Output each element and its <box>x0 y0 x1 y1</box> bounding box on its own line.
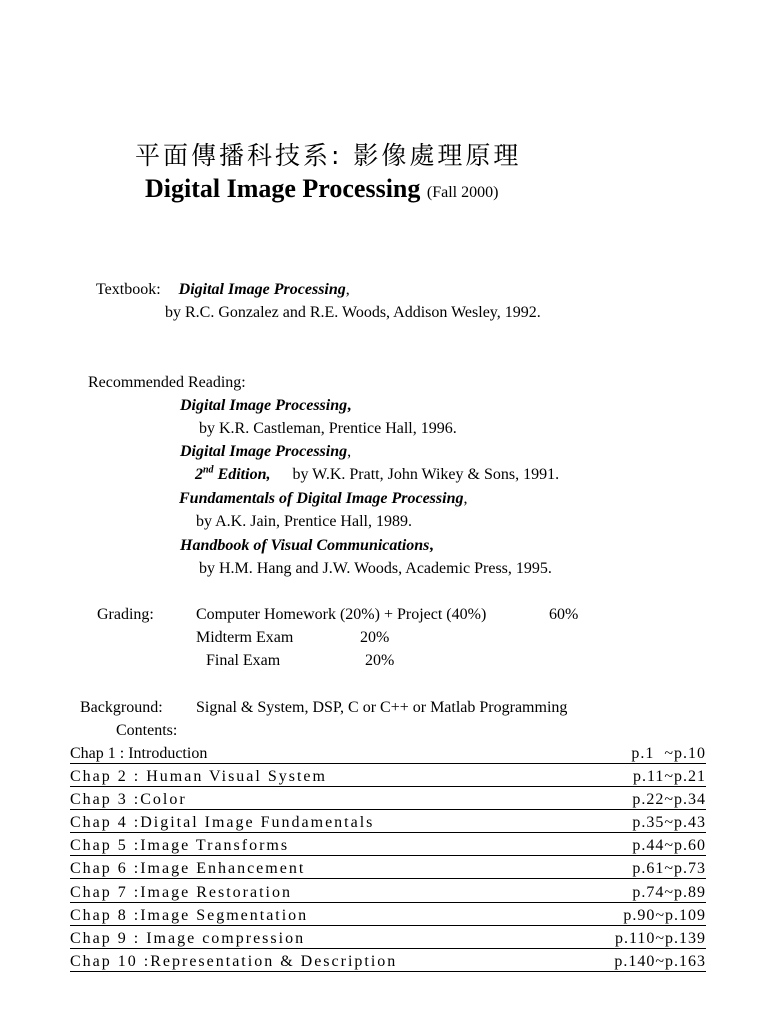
toc-chapter-pages: p.1 ~p.10 <box>631 745 706 762</box>
reading-2-punct: , <box>347 443 352 460</box>
background-label: Background: <box>80 699 163 716</box>
toc-row <box>70 810 706 833</box>
grading-item-1: Computer Homework (20%) + Project (40%) <box>196 606 487 623</box>
grading-value-3: 20% <box>365 652 395 669</box>
toc-chapter-pages: p.140~p.163 <box>614 953 706 970</box>
reading-4-authors: by H.M. Hang and J.W. Woods, Academic Press, 1995. <box>199 560 552 577</box>
contents-label: Contents: <box>116 722 178 739</box>
course-title-text: Digital Image Processing <box>145 174 421 203</box>
toc-chapter-name: Chap 2 : Human Visual System <box>70 768 327 785</box>
reading-2-edition-text: Edition, <box>213 466 271 483</box>
reading-3-authors: by A.K. Jain, Prentice Hall, 1989. <box>196 513 412 530</box>
reading-3-punct: , <box>463 490 468 507</box>
reading-4-title-line <box>180 537 433 555</box>
reading-2-title: Digital Image Processing <box>180 443 348 460</box>
toc-chapter-name: Chap 3 :Color <box>70 791 187 808</box>
course-title-chinese: 平面傳播科技系: 影像處理原理 <box>135 141 522 170</box>
grading-label: Grading: <box>97 606 154 623</box>
toc-chapter-pages: p.110~p.139 <box>614 930 706 947</box>
background-text: Signal & System, DSP, C or C++ or Matlab Programming <box>196 699 568 716</box>
reading-1-title-line <box>180 397 351 415</box>
toc-chapter-pages: p.35~p.43 <box>632 814 706 831</box>
grading-item-3: Final Exam <box>206 652 281 669</box>
grading-value-1: 60% <box>549 606 579 623</box>
toc-chapter-pages: p.44~p.60 <box>632 837 706 854</box>
toc-chapter-name: Chap 1 : Introduction <box>70 745 208 762</box>
toc-chapter-pages: p.22~p.34 <box>632 791 706 808</box>
toc-chapter-pages: p.11~p.21 <box>632 768 706 785</box>
toc-chapter-name: Chap 5 :Image Transforms <box>70 837 290 854</box>
toc-chapter-name: Chap 10 :Representation & Description <box>70 953 398 970</box>
reading-2-edition <box>195 466 270 483</box>
reading-2-title-line <box>180 443 351 461</box>
textbook-line <box>96 281 350 299</box>
toc-row <box>70 787 706 810</box>
reading-2-edition-sup: nd <box>203 464 214 476</box>
reading-2-authors: by W.K. Pratt, John Wikey & Sons, 1991. <box>292 466 560 483</box>
toc-row <box>70 764 706 787</box>
toc-row <box>70 856 706 879</box>
semester-label: (Fall 2000) <box>426 184 499 201</box>
reading-4-title: Handbook of Visual Communications <box>180 537 430 554</box>
textbook-authors: by R.C. Gonzalez and R.E. Woods, Addison Wesley, 1992. <box>165 304 541 321</box>
textbook-comma: , <box>345 281 350 298</box>
toc-row <box>70 903 706 926</box>
toc-row <box>70 741 706 764</box>
toc-row <box>70 833 706 856</box>
textbook-title: Digital Image Processing <box>178 281 346 298</box>
toc-row <box>70 949 706 972</box>
toc-chapter-name: Chap 8 :Image Segmentation <box>70 907 309 924</box>
reading-1-authors: by K.R. Castleman, Prentice Hall, 1996. <box>199 420 457 437</box>
toc-chapter-pages: p.90~p.109 <box>623 907 706 924</box>
reading-3-title: Fundamentals of Digital Image Processing <box>179 490 464 507</box>
toc-chapter-name: Chap 9 : Image compression <box>70 930 306 947</box>
course-title-english <box>145 174 498 204</box>
toc-chapter-name: Chap 6 :Image Enhancement <box>70 860 306 877</box>
reading-1-title: Digital Image Processing <box>180 397 348 414</box>
toc-chapter-name: Chap 4 :Digital Image Fundamentals <box>70 814 375 831</box>
grading-item-2: Midterm Exam <box>196 629 294 646</box>
reading-3-title-line <box>179 490 467 508</box>
reading-1-punct: , <box>347 397 352 414</box>
toc-chapter-name: Chap 7 :Image Restoration <box>70 884 292 901</box>
reading-2-edition-num: 2 <box>195 466 203 483</box>
grading-value-2: 20% <box>360 629 390 646</box>
toc-chapter-pages: p.74~p.89 <box>632 884 706 901</box>
toc-chapter-pages: p.61~p.73 <box>632 860 706 877</box>
reading-4-punct: , <box>429 537 434 554</box>
textbook-label: Textbook: <box>96 281 161 298</box>
toc-row <box>70 926 706 949</box>
recommended-label: Recommended Reading: <box>88 374 246 391</box>
toc-row <box>70 880 706 903</box>
reading-2-edition-line <box>195 466 559 484</box>
